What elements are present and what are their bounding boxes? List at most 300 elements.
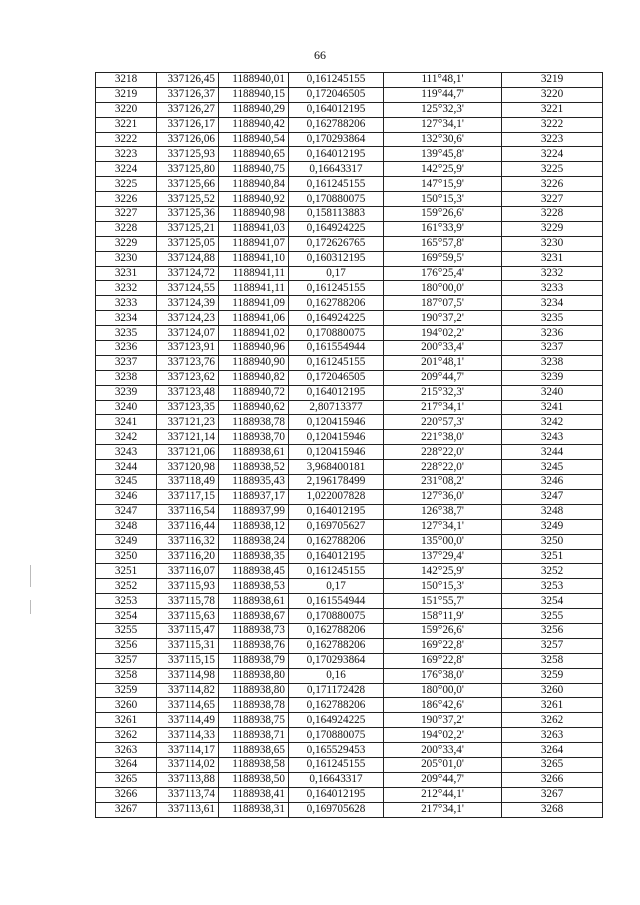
- bearing-cell: 139°45,8': [384, 147, 502, 162]
- bearing-cell: 200°33,4': [384, 341, 502, 356]
- table-row: [96, 445, 603, 460]
- table-row: [96, 772, 603, 787]
- distance-cell: 0,162788206: [289, 296, 384, 311]
- x-coordinate-cell: 337113,74: [157, 787, 219, 802]
- table-row: [96, 162, 603, 177]
- next-point-cell: 3256: [502, 623, 603, 638]
- x-coordinate-cell: 337113,61: [157, 802, 219, 817]
- page-number: 66: [314, 48, 326, 62]
- x-coordinate-cell: 337121,14: [157, 430, 219, 445]
- point-number-cell: 3218: [96, 73, 157, 88]
- table-row: [96, 698, 603, 713]
- bearing-cell: 205°01,0': [384, 757, 502, 772]
- distance-cell: 0,161245155: [289, 281, 384, 296]
- y-coordinate-cell: 1188940,82: [219, 370, 289, 385]
- y-coordinate-cell: 1188938,61: [219, 445, 289, 460]
- bearing-cell: 119°44,7': [384, 87, 502, 102]
- y-coordinate-cell: 1188938,67: [219, 609, 289, 624]
- bearing-cell: 142°25,9': [384, 564, 502, 579]
- x-coordinate-cell: 337126,17: [157, 117, 219, 132]
- table-row: [96, 683, 603, 698]
- x-coordinate-cell: 337124,39: [157, 296, 219, 311]
- bearing-cell: 159°26,6': [384, 623, 502, 638]
- y-coordinate-cell: 1188938,58: [219, 757, 289, 772]
- y-coordinate-cell: 1188941,09: [219, 296, 289, 311]
- point-number-cell: 3243: [96, 445, 157, 460]
- bearing-cell: 190°37,2': [384, 311, 502, 326]
- bearing-cell: 215°32,3': [384, 385, 502, 400]
- bearing-cell: 169°59,5': [384, 251, 502, 266]
- distance-cell: 0,16: [289, 668, 384, 683]
- point-number-cell: 3256: [96, 638, 157, 653]
- bearing-cell: 209°44,7': [384, 772, 502, 787]
- next-point-cell: 3239: [502, 370, 603, 385]
- table-row: [96, 117, 603, 132]
- distance-cell: 3,968400181: [289, 460, 384, 475]
- bearing-cell: 126°38,7': [384, 504, 502, 519]
- distance-cell: 0,164012195: [289, 102, 384, 117]
- y-coordinate-cell: 1188938,71: [219, 728, 289, 743]
- bearing-cell: 180°00,0': [384, 683, 502, 698]
- point-number-cell: 3239: [96, 385, 157, 400]
- table-row: [96, 251, 603, 266]
- distance-cell: 0,170880075: [289, 609, 384, 624]
- next-point-cell: 3250: [502, 534, 603, 549]
- y-coordinate-cell: 1188938,65: [219, 743, 289, 758]
- next-point-cell: 3245: [502, 460, 603, 475]
- next-point-cell: 3234: [502, 296, 603, 311]
- distance-cell: 0,162788206: [289, 117, 384, 132]
- point-number-cell: 3266: [96, 787, 157, 802]
- x-coordinate-cell: 337114,33: [157, 728, 219, 743]
- table-row: [96, 326, 603, 341]
- table-row: [96, 177, 603, 192]
- table-row: [96, 341, 603, 356]
- table-row: [96, 73, 603, 88]
- distance-cell: 0,162788206: [289, 638, 384, 653]
- table-row: [96, 609, 603, 624]
- x-coordinate-cell: 337121,06: [157, 445, 219, 460]
- next-point-cell: 3251: [502, 549, 603, 564]
- point-number-cell: 3237: [96, 355, 157, 370]
- x-coordinate-cell: 337123,48: [157, 385, 219, 400]
- bearing-cell: 111°48,1': [384, 73, 502, 88]
- next-point-cell: 3219: [502, 73, 603, 88]
- point-number-cell: 3220: [96, 102, 157, 117]
- x-coordinate-cell: 337124,72: [157, 266, 219, 281]
- y-coordinate-cell: 1188938,80: [219, 683, 289, 698]
- next-point-cell: 3243: [502, 430, 603, 445]
- table-row: [96, 638, 603, 653]
- next-point-cell: 3249: [502, 519, 603, 534]
- point-number-cell: 3244: [96, 460, 157, 475]
- table-row: [96, 743, 603, 758]
- y-coordinate-cell: 1188938,79: [219, 653, 289, 668]
- next-point-cell: 3236: [502, 326, 603, 341]
- y-coordinate-cell: 1188941,11: [219, 281, 289, 296]
- next-point-cell: 3267: [502, 787, 603, 802]
- point-number-cell: 3254: [96, 609, 157, 624]
- distance-cell: 0,172046505: [289, 87, 384, 102]
- scan-margin-mark: [30, 565, 31, 587]
- x-coordinate-cell: 337114,49: [157, 713, 219, 728]
- y-coordinate-cell: 1188940,98: [219, 207, 289, 222]
- next-point-cell: 3263: [502, 728, 603, 743]
- y-coordinate-cell: 1188938,78: [219, 698, 289, 713]
- distance-cell: 0,161245155: [289, 73, 384, 88]
- next-point-cell: 3260: [502, 683, 603, 698]
- point-number-cell: 3231: [96, 266, 157, 281]
- next-point-cell: 3252: [502, 564, 603, 579]
- y-coordinate-cell: 1188938,12: [219, 519, 289, 534]
- distance-cell: 0,120415946: [289, 445, 384, 460]
- next-point-cell: 3242: [502, 415, 603, 430]
- table-row: [96, 296, 603, 311]
- next-point-cell: 3227: [502, 192, 603, 207]
- next-point-cell: 3265: [502, 757, 603, 772]
- point-number-cell: 3222: [96, 132, 157, 147]
- x-coordinate-cell: 337126,06: [157, 132, 219, 147]
- distance-cell: 0,169705627: [289, 519, 384, 534]
- next-point-cell: 3247: [502, 489, 603, 504]
- y-coordinate-cell: 1188937,99: [219, 504, 289, 519]
- bearing-cell: 190°37,2': [384, 713, 502, 728]
- next-point-cell: 3229: [502, 221, 603, 236]
- y-coordinate-cell: 1188941,02: [219, 326, 289, 341]
- distance-cell: 0,170880075: [289, 192, 384, 207]
- bearing-cell: 132°30,6': [384, 132, 502, 147]
- next-point-cell: 3228: [502, 207, 603, 222]
- x-coordinate-cell: 337125,93: [157, 147, 219, 162]
- y-coordinate-cell: 1188938,53: [219, 579, 289, 594]
- y-coordinate-cell: 1188941,10: [219, 251, 289, 266]
- y-coordinate-cell: 1188935,43: [219, 475, 289, 490]
- bearing-cell: 194°02,2': [384, 326, 502, 341]
- point-number-cell: 3238: [96, 370, 157, 385]
- point-number-cell: 3251: [96, 564, 157, 579]
- x-coordinate-cell: 337124,07: [157, 326, 219, 341]
- point-number-cell: 3249: [96, 534, 157, 549]
- y-coordinate-cell: 1188941,03: [219, 221, 289, 236]
- x-coordinate-cell: 337126,27: [157, 102, 219, 117]
- table-row: [96, 757, 603, 772]
- x-coordinate-cell: 337115,93: [157, 579, 219, 594]
- point-number-cell: 3257: [96, 653, 157, 668]
- bearing-cell: 186°42,6': [384, 698, 502, 713]
- table-row: [96, 623, 603, 638]
- x-coordinate-cell: 337116,44: [157, 519, 219, 534]
- point-number-cell: 3227: [96, 207, 157, 222]
- y-coordinate-cell: 1188937,17: [219, 489, 289, 504]
- coordinates-table-body: [96, 73, 603, 818]
- x-coordinate-cell: 337123,91: [157, 341, 219, 356]
- distance-cell: 0,120415946: [289, 430, 384, 445]
- point-number-cell: 3229: [96, 236, 157, 251]
- point-number-cell: 3259: [96, 683, 157, 698]
- next-point-cell: 3241: [502, 400, 603, 415]
- point-number-cell: 3248: [96, 519, 157, 534]
- bearing-cell: 169°22,8': [384, 638, 502, 653]
- y-coordinate-cell: 1188941,06: [219, 311, 289, 326]
- point-number-cell: 3232: [96, 281, 157, 296]
- table-row: [96, 713, 603, 728]
- table-row: [96, 385, 603, 400]
- point-number-cell: 3234: [96, 311, 157, 326]
- bearing-cell: 159°26,6': [384, 207, 502, 222]
- bearing-cell: 169°22,8': [384, 653, 502, 668]
- distance-cell: 0,161554944: [289, 341, 384, 356]
- x-coordinate-cell: 337124,55: [157, 281, 219, 296]
- y-coordinate-cell: 1188940,72: [219, 385, 289, 400]
- next-point-cell: 3248: [502, 504, 603, 519]
- bearing-cell: 217°34,1': [384, 802, 502, 817]
- next-point-cell: 3230: [502, 236, 603, 251]
- distance-cell: 0,161245155: [289, 177, 384, 192]
- x-coordinate-cell: 337123,62: [157, 370, 219, 385]
- next-point-cell: 3268: [502, 802, 603, 817]
- bearing-cell: 158°11,9': [384, 609, 502, 624]
- table-row: [96, 668, 603, 683]
- point-number-cell: 3261: [96, 713, 157, 728]
- y-coordinate-cell: 1188938,70: [219, 430, 289, 445]
- table-row: [96, 475, 603, 490]
- x-coordinate-cell: 337114,65: [157, 698, 219, 713]
- x-coordinate-cell: 337125,80: [157, 162, 219, 177]
- y-coordinate-cell: 1188938,76: [219, 638, 289, 653]
- table-row: [96, 147, 603, 162]
- bearing-cell: 137°29,4': [384, 549, 502, 564]
- y-coordinate-cell: 1188938,78: [219, 415, 289, 430]
- distance-cell: 0,161245155: [289, 355, 384, 370]
- point-number-cell: 3228: [96, 221, 157, 236]
- next-point-cell: 3244: [502, 445, 603, 460]
- point-number-cell: 3250: [96, 549, 157, 564]
- y-coordinate-cell: 1188940,65: [219, 147, 289, 162]
- y-coordinate-cell: 1188938,41: [219, 787, 289, 802]
- table-row: [96, 236, 603, 251]
- next-point-cell: 3254: [502, 594, 603, 609]
- y-coordinate-cell: 1188941,11: [219, 266, 289, 281]
- point-number-cell: 3221: [96, 117, 157, 132]
- distance-cell: 0,161245155: [289, 564, 384, 579]
- x-coordinate-cell: 337120,98: [157, 460, 219, 475]
- table-row: [96, 787, 603, 802]
- x-coordinate-cell: 337116,20: [157, 549, 219, 564]
- x-coordinate-cell: 337114,17: [157, 743, 219, 758]
- table-row: [96, 460, 603, 475]
- y-coordinate-cell: 1188940,01: [219, 73, 289, 88]
- next-point-cell: 3255: [502, 609, 603, 624]
- bearing-cell: 220°57,3': [384, 415, 502, 430]
- table-row: [96, 311, 603, 326]
- point-number-cell: 3247: [96, 504, 157, 519]
- point-number-cell: 3224: [96, 162, 157, 177]
- x-coordinate-cell: 337115,15: [157, 653, 219, 668]
- distance-cell: 0,164012195: [289, 504, 384, 519]
- scan-margin-mark: [30, 600, 31, 614]
- distance-cell: 0,169705628: [289, 802, 384, 817]
- distance-cell: 0,162788206: [289, 623, 384, 638]
- bearing-cell: 142°25,9': [384, 162, 502, 177]
- distance-cell: 0,164012195: [289, 549, 384, 564]
- distance-cell: 0,170880075: [289, 728, 384, 743]
- x-coordinate-cell: 337117,15: [157, 489, 219, 504]
- x-coordinate-cell: 337123,76: [157, 355, 219, 370]
- distance-cell: 0,171172428: [289, 683, 384, 698]
- x-coordinate-cell: 337115,47: [157, 623, 219, 638]
- x-coordinate-cell: 337121,23: [157, 415, 219, 430]
- x-coordinate-cell: 337125,21: [157, 221, 219, 236]
- table-row: [96, 534, 603, 549]
- next-point-cell: 3253: [502, 579, 603, 594]
- bearing-cell: 150°15,3': [384, 579, 502, 594]
- distance-cell: 0,172626765: [289, 236, 384, 251]
- distance-cell: 2,196178499: [289, 475, 384, 490]
- point-number-cell: 3262: [96, 728, 157, 743]
- table-row: [96, 266, 603, 281]
- distance-cell: 0,161554944: [289, 594, 384, 609]
- bearing-cell: 200°33,4': [384, 743, 502, 758]
- point-number-cell: 3246: [96, 489, 157, 504]
- next-point-cell: 3257: [502, 638, 603, 653]
- point-number-cell: 3241: [96, 415, 157, 430]
- point-number-cell: 3267: [96, 802, 157, 817]
- x-coordinate-cell: 337118,49: [157, 475, 219, 490]
- x-coordinate-cell: 337116,54: [157, 504, 219, 519]
- bearing-cell: 194°02,2': [384, 728, 502, 743]
- x-coordinate-cell: 337114,02: [157, 757, 219, 772]
- table-row: [96, 594, 603, 609]
- bearing-cell: 187°07,5': [384, 296, 502, 311]
- next-point-cell: 3238: [502, 355, 603, 370]
- distance-cell: 0,170293864: [289, 653, 384, 668]
- next-point-cell: 3266: [502, 772, 603, 787]
- table-row: [96, 192, 603, 207]
- bearing-cell: 127°34,1': [384, 519, 502, 534]
- bearing-cell: 161°33,9': [384, 221, 502, 236]
- point-number-cell: 3242: [96, 430, 157, 445]
- x-coordinate-cell: 337125,66: [157, 177, 219, 192]
- bearing-cell: 125°32,3': [384, 102, 502, 117]
- distance-cell: 2,80713377: [289, 400, 384, 415]
- next-point-cell: 3262: [502, 713, 603, 728]
- next-point-cell: 3246: [502, 475, 603, 490]
- next-point-cell: 3261: [502, 698, 603, 713]
- x-coordinate-cell: 337123,35: [157, 400, 219, 415]
- bearing-cell: 209°44,7': [384, 370, 502, 385]
- bearing-cell: 228°22,0': [384, 460, 502, 475]
- point-number-cell: 3255: [96, 623, 157, 638]
- point-number-cell: 3258: [96, 668, 157, 683]
- bearing-cell: 221°38,0': [384, 430, 502, 445]
- distance-cell: 0,170880075: [289, 326, 384, 341]
- table-row: [96, 132, 603, 147]
- next-point-cell: 3223: [502, 132, 603, 147]
- next-point-cell: 3226: [502, 177, 603, 192]
- distance-cell: 0,160312195: [289, 251, 384, 266]
- x-coordinate-cell: 337115,78: [157, 594, 219, 609]
- x-coordinate-cell: 337115,63: [157, 609, 219, 624]
- y-coordinate-cell: 1188938,73: [219, 623, 289, 638]
- x-coordinate-cell: 337113,88: [157, 772, 219, 787]
- point-number-cell: 3226: [96, 192, 157, 207]
- point-number-cell: 3236: [96, 341, 157, 356]
- table-row: [96, 519, 603, 534]
- next-point-cell: 3237: [502, 341, 603, 356]
- bearing-cell: 147°15,9': [384, 177, 502, 192]
- distance-cell: 0,164924225: [289, 713, 384, 728]
- next-point-cell: 3233: [502, 281, 603, 296]
- x-coordinate-cell: 337125,52: [157, 192, 219, 207]
- distance-cell: 0,161245155: [289, 757, 384, 772]
- x-coordinate-cell: 337125,05: [157, 236, 219, 251]
- point-number-cell: 3225: [96, 177, 157, 192]
- y-coordinate-cell: 1188938,31: [219, 802, 289, 817]
- next-point-cell: 3264: [502, 743, 603, 758]
- point-number-cell: 3245: [96, 475, 157, 490]
- table-row: [96, 802, 603, 817]
- distance-cell: 0,16643317: [289, 772, 384, 787]
- table-row: [96, 87, 603, 102]
- y-coordinate-cell: 1188940,75: [219, 162, 289, 177]
- point-number-cell: 3233: [96, 296, 157, 311]
- table-row: [96, 355, 603, 370]
- distance-cell: 0,17: [289, 579, 384, 594]
- bearing-cell: 217°34,1': [384, 400, 502, 415]
- distance-cell: 0,158113883: [289, 207, 384, 222]
- table-row: [96, 579, 603, 594]
- point-number-cell: 3263: [96, 743, 157, 758]
- x-coordinate-cell: 337114,82: [157, 683, 219, 698]
- y-coordinate-cell: 1188940,84: [219, 177, 289, 192]
- y-coordinate-cell: 1188940,62: [219, 400, 289, 415]
- distance-cell: 0,16643317: [289, 162, 384, 177]
- y-coordinate-cell: 1188940,96: [219, 341, 289, 356]
- distance-cell: 1,022007828: [289, 489, 384, 504]
- table-row: [96, 653, 603, 668]
- y-coordinate-cell: 1188938,45: [219, 564, 289, 579]
- bearing-cell: 176°38,0': [384, 668, 502, 683]
- table-row: [96, 281, 603, 296]
- y-coordinate-cell: 1188938,75: [219, 713, 289, 728]
- next-point-cell: 3220: [502, 87, 603, 102]
- point-number-cell: 3264: [96, 757, 157, 772]
- y-coordinate-cell: 1188940,54: [219, 132, 289, 147]
- bearing-cell: 231°08,2': [384, 475, 502, 490]
- next-point-cell: 3221: [502, 102, 603, 117]
- table-row: [96, 728, 603, 743]
- point-number-cell: 3260: [96, 698, 157, 713]
- y-coordinate-cell: 1188941,07: [219, 236, 289, 251]
- distance-cell: 0,164924225: [289, 311, 384, 326]
- bearing-cell: 127°36,0': [384, 489, 502, 504]
- y-coordinate-cell: 1188938,50: [219, 772, 289, 787]
- distance-cell: 0,120415946: [289, 415, 384, 430]
- table-row: [96, 207, 603, 222]
- x-coordinate-cell: 337116,32: [157, 534, 219, 549]
- bearing-cell: 176°25,4': [384, 266, 502, 281]
- y-coordinate-cell: 1188940,42: [219, 117, 289, 132]
- table-row: [96, 549, 603, 564]
- y-coordinate-cell: 1188938,24: [219, 534, 289, 549]
- x-coordinate-cell: 337124,23: [157, 311, 219, 326]
- next-point-cell: 3222: [502, 117, 603, 132]
- distance-cell: 0,165529453: [289, 743, 384, 758]
- bearing-cell: 201°48,1': [384, 355, 502, 370]
- table-row: [96, 221, 603, 236]
- next-point-cell: 3235: [502, 311, 603, 326]
- bearing-cell: 228°22,0': [384, 445, 502, 460]
